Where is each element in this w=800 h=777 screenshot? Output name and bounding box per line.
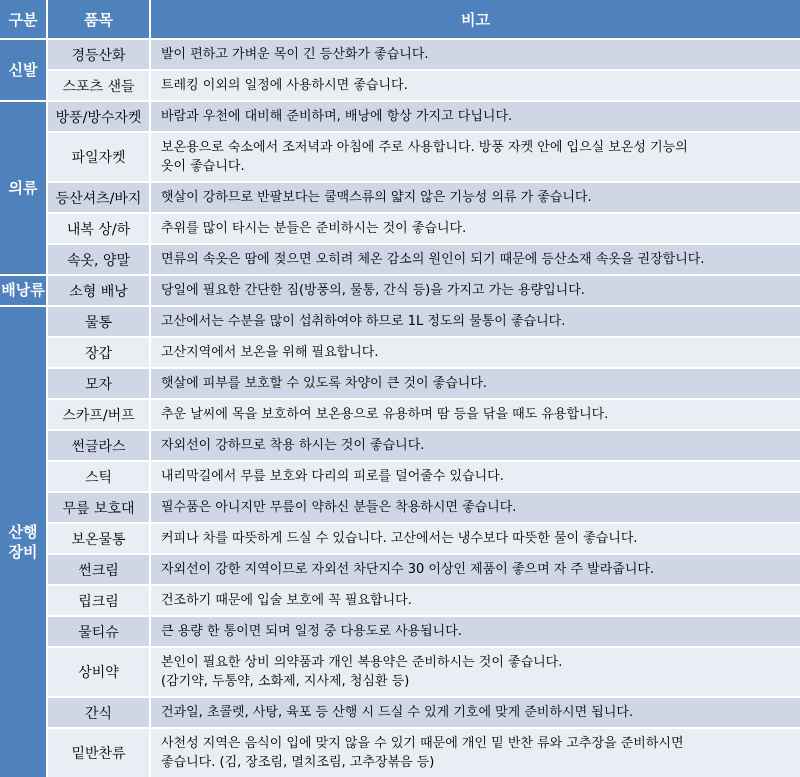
category-cell: 의류 <box>0 102 46 274</box>
note-cell: 자외선이 강한 지역이므로 자외선 차단지수 30 이상인 제품이 좋으며 자 주 발라줍니다. <box>151 555 800 584</box>
note-cell: 면류의 속옷은 땀에 젖으면 오히려 체온 감소의 원인이 되기 때문에 등산소재 속옷을 권장합니다. <box>151 245 800 274</box>
item-cell: 물티슈 <box>48 617 149 646</box>
item-cell: 속옷, 양말 <box>48 245 149 274</box>
header-note: 비고 <box>151 0 800 38</box>
item-cell: 경등산화 <box>48 40 149 69</box>
category-cell: 산행 장비 <box>0 307 46 777</box>
item-cell: 무릎 보호대 <box>48 493 149 522</box>
note-cell: 고산에서는 수분을 많이 섭취하여야 하므로 1L 정도의 물통이 좋습니다. <box>151 307 800 336</box>
category-cell: 배낭류 <box>0 276 46 305</box>
note-cell: 햇살이 강하므로 반팔보다는 쿨맥스류의 얇지 않은 기능성 의류 가 좋습니다. <box>151 183 800 212</box>
note-cell: 사천성 지역은 음식이 입에 맞지 않을 수 있기 때문에 개인 밑 반찬 류와 고추장을 준비하시면 좋습니다. (김, 장조림, 멸치조림, 고추장볶음 등) <box>151 729 800 777</box>
item-cell: 등산셔츠/바지 <box>48 183 149 212</box>
note-cell: 고산지역에서 보온을 위해 필요합니다. <box>151 338 800 367</box>
category-cell: 신발 <box>0 40 46 100</box>
item-cell: 썬크림 <box>48 555 149 584</box>
item-cell: 립크림 <box>48 586 149 615</box>
note-cell: 바람과 우천에 대비해 준비하며, 배낭에 항상 가지고 다닙니다. <box>151 102 800 131</box>
item-cell: 스틱 <box>48 462 149 491</box>
item-cell: 모자 <box>48 369 149 398</box>
item-cell: 스포츠 샌들 <box>48 71 149 100</box>
note-cell: 보온용으로 숙소에서 조저녁과 아침에 주로 사용합니다. 방풍 자켓 안에 입으실 보온성 기능의 옷이 좋습니다. <box>151 133 800 181</box>
item-cell: 파일자켓 <box>48 133 149 181</box>
note-cell: 커피나 차를 따뜻하게 드실 수 있습니다. 고산에서는 냉수보다 따뜻한 물이 좋습니다. <box>151 524 800 553</box>
note-cell: 당일에 필요한 간단한 짐(방풍의, 물통, 간식 등)을 가지고 가는 용량입니다. <box>151 276 800 305</box>
note-cell: 자외선이 강하므로 착용 하시는 것이 좋습니다. <box>151 431 800 460</box>
item-cell: 썬글라스 <box>48 431 149 460</box>
item-cell: 간식 <box>48 698 149 727</box>
note-cell: 내리막길에서 무릎 보호와 다리의 피로를 덜어줄수 있습니다. <box>151 462 800 491</box>
note-cell: 발이 편하고 가벼운 목이 긴 등산화가 좋습니다. <box>151 40 800 69</box>
item-cell: 스카프/버프 <box>48 400 149 429</box>
note-cell: 건조하기 때문에 입술 보호에 꼭 필요합니다. <box>151 586 800 615</box>
note-cell: 트레킹 이외의 일정에 사용하시면 좋습니다. <box>151 71 800 100</box>
note-cell: 추운 날씨에 목을 보호하여 보온용으로 유용하며 땀 등을 닦을 때도 유용합니다. <box>151 400 800 429</box>
note-cell: 큰 용량 한 통이면 되며 일정 중 다용도로 사용됩니다. <box>151 617 800 646</box>
header-item: 품목 <box>48 0 149 38</box>
item-cell: 내복 상/하 <box>48 214 149 243</box>
note-cell: 건과일, 초콜렛, 사탕, 육포 등 산행 시 드실 수 있게 기호에 맞게 준비하시면 됩니다. <box>151 698 800 727</box>
item-cell: 장갑 <box>48 338 149 367</box>
item-cell: 물통 <box>48 307 149 336</box>
item-cell: 상비약 <box>48 648 149 696</box>
note-cell: 추위를 많이 타시는 분들은 준비하시는 것이 좋습니다. <box>151 214 800 243</box>
item-cell: 밑반찬류 <box>48 729 149 777</box>
note-cell: 햇살에 피부를 보호할 수 있도록 차양이 큰 것이 좋습니다. <box>151 369 800 398</box>
header-category: 구분 <box>0 0 46 38</box>
note-cell: 본인이 필요한 상비 의약품과 개인 복용약은 준비하시는 것이 좋습니다. (감기약, 두통약, 소화제, 지사제, 청심환 등) <box>151 648 800 696</box>
note-cell: 필수품은 아니지만 무릎이 약하신 분들은 착용하시면 좋습니다. <box>151 493 800 522</box>
item-cell: 보온물통 <box>48 524 149 553</box>
item-cell: 소형 배낭 <box>48 276 149 305</box>
item-cell: 방풍/방수자켓 <box>48 102 149 131</box>
